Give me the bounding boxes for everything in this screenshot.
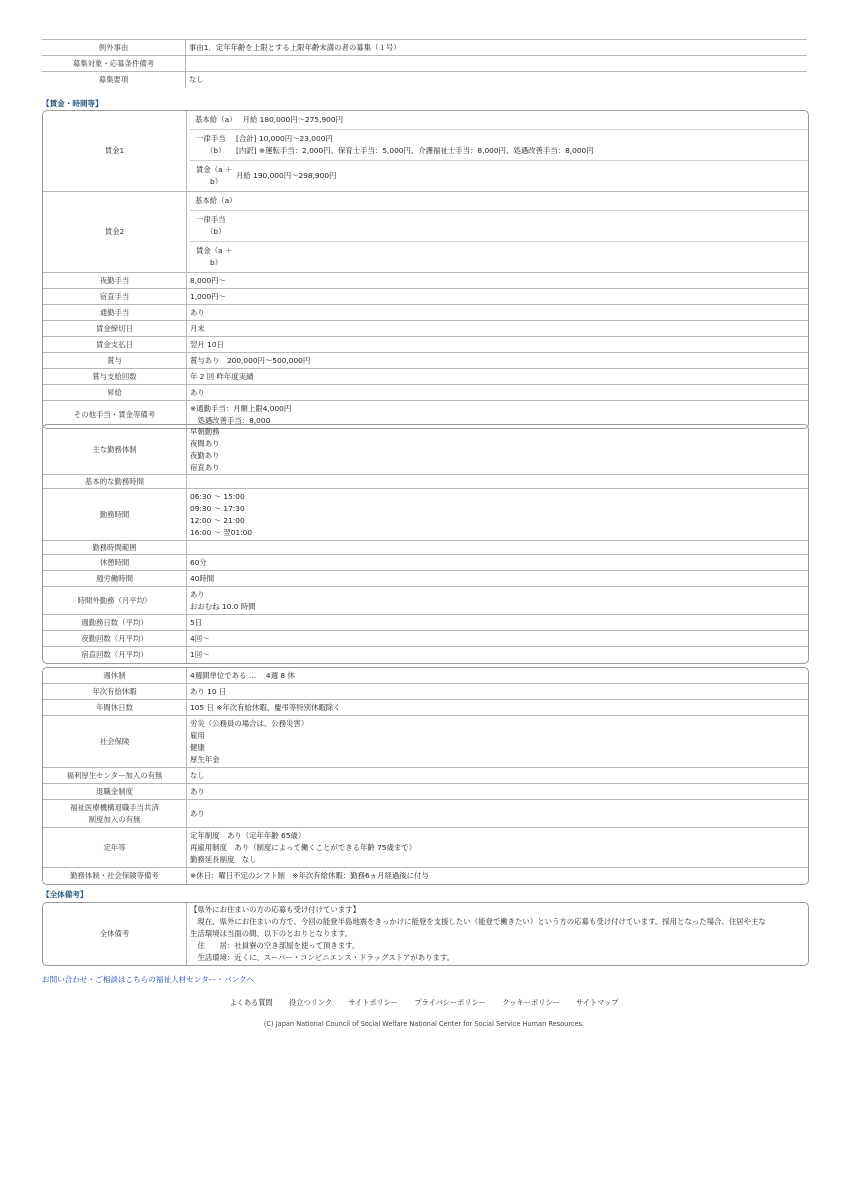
row-label: 賃金支払日 xyxy=(43,337,187,353)
remarks-value: ※休日：曜日不定のシフト制 ※年次有給休暇：勤務6ヵ月経過後に付与 xyxy=(190,871,429,880)
annual-leave-value: あり 10 日 xyxy=(187,684,808,700)
weekly-label: 週労働時間 xyxy=(43,571,187,587)
row-value: 年 2 回 昨年度実績 xyxy=(187,369,808,385)
overall-line: 住 居：社員寮の空き部屋を使って頂きます。 xyxy=(190,941,360,950)
wage2-total-label: 賃金（a ＋ xyxy=(196,246,233,255)
hours-line: 16:00 ～ 翌01:00 xyxy=(190,527,253,537)
break-label: 休憩時間 xyxy=(43,555,187,571)
age-line: 再雇用制度 あり（制度によって働くことができる年齢 75歳まで） xyxy=(190,842,417,852)
overall-remarks-table xyxy=(42,902,809,966)
wage2-total-row xyxy=(190,242,808,272)
wage2-base-label: 基本給（a） xyxy=(195,196,237,205)
wage1-total-row xyxy=(190,161,808,191)
shift-label: 主な勤務体制 xyxy=(43,425,187,475)
row-label: 賞与 xyxy=(43,353,187,369)
holiday-insurance-table xyxy=(42,667,809,885)
retire-age-label: 定年等 xyxy=(43,828,187,868)
insurance-line: 厚生年金 xyxy=(190,754,220,764)
other-allow-line: 処遇改善手当：8,000 xyxy=(190,415,271,425)
hours-line: 09:30 ～ 17:30 xyxy=(190,503,245,513)
wage1-allow-total: [合計] 10,000円～23,000円 xyxy=(236,134,333,143)
footer-link-privacy[interactable]: プライバシーポリシー xyxy=(414,998,486,1007)
row-label: 募集対象・応募条件備考 xyxy=(42,56,186,72)
range-label: 勤務時間範囲 xyxy=(43,541,187,555)
row-label: 賞与支給回数 xyxy=(43,369,187,385)
wage1-base-label: 基本給（a） xyxy=(195,115,233,124)
contact-link[interactable]: お問い合わせ・ご相談はこちらの福祉人材センター・バンクへ xyxy=(42,975,255,984)
work-hours-table xyxy=(42,424,809,664)
wage2-allow-label-b: （b） xyxy=(206,227,226,236)
hours-line: 06:30 ～ 15:00 xyxy=(190,491,245,501)
recruit-info-table xyxy=(42,39,807,88)
row-value xyxy=(186,56,807,72)
welfare-center-value: なし xyxy=(187,768,808,784)
section-title-wage: 【賃金・時間等】 xyxy=(42,99,103,108)
days-value: 5日 xyxy=(187,615,808,631)
wage1-base-row xyxy=(190,111,808,130)
row-value: あり xyxy=(187,305,808,321)
row-value: 8,000円～ xyxy=(187,273,808,289)
footer-link-site-policy[interactable]: サイトポリシー xyxy=(348,998,399,1007)
wage2-allow-row xyxy=(190,211,808,242)
mutual-aid-label-2: 制度加入の有無 xyxy=(88,814,141,824)
footer-link-useful[interactable]: 役立つリンク xyxy=(289,998,333,1007)
retire-label: 退職金制度 xyxy=(43,784,187,800)
copyright: (C) Japan National Council of Social Welfare National Center for Social Service Human Resources. xyxy=(263,1020,585,1028)
wage1-allow-row xyxy=(190,130,808,161)
footer-nav xyxy=(0,998,848,1008)
shift-line: 宿直あり xyxy=(190,462,220,472)
wage2-total-label-b: b） xyxy=(210,258,223,267)
night-value: 4回～ xyxy=(187,631,808,647)
wage2-allow-label: 一律手当 xyxy=(196,215,226,224)
wage-table xyxy=(42,110,809,429)
weekly-value: 40時間 xyxy=(187,571,808,587)
annual-leave-label: 年次有給休暇 xyxy=(43,684,187,700)
days-label: 週勤務日数（平均） xyxy=(43,615,187,631)
row-value: 1,000円～ xyxy=(187,289,808,305)
wage2-label: 賃金2 xyxy=(43,192,187,273)
section-title-overall: 【全体備考】 xyxy=(42,890,88,899)
shift-line: 夜間あり xyxy=(190,438,220,448)
row-value: 翌月 10日 xyxy=(187,337,808,353)
row-label: 賃金締切日 xyxy=(43,321,187,337)
wage1-total-value: 月給 190,000円～298,900円 xyxy=(236,171,337,180)
ot-line: あり xyxy=(190,589,205,599)
row-label: 例外事由 xyxy=(42,40,186,56)
row-value: 月末 xyxy=(187,321,808,337)
footer-link-faq[interactable]: よくある質問 xyxy=(229,998,273,1007)
shift-line: 早朝勤務 xyxy=(190,426,220,436)
row-value: 事由1．定年年齢を上限とする上限年齢未満の者の募集（１号） xyxy=(186,40,807,56)
row-value: なし xyxy=(189,75,204,84)
insurance-line: 健康 xyxy=(190,742,205,752)
yearly-holidays-label: 年間休日数 xyxy=(43,700,187,716)
night-label: 夜勤回数（月平均） xyxy=(43,631,187,647)
mutual-aid-label: 福祉医療機構退職手当共済 xyxy=(70,802,159,812)
row-value: 賞与あり 200,000円～500,000円 xyxy=(187,353,808,369)
wage1-allow-label-b: （b） xyxy=(206,146,226,155)
overall-line: 現在、県外にお住まいの方で、今回の能登半島地震をきっかけに能登を支援したい（能登で働きたい）という方の応募も受け付けています。採用となった場合、住居や主な xyxy=(190,917,766,926)
welfare-center-label: 福利厚生センター加入の有無 xyxy=(43,768,187,784)
basic-hours-label: 基本的な勤務時間 xyxy=(43,475,187,489)
break-value: 60分 xyxy=(187,555,808,571)
row-label: 昇給 xyxy=(43,385,187,401)
week-holiday-value: 4週間単位である … 4週 8 休 xyxy=(187,668,808,684)
row-label: 通勤手当 xyxy=(43,305,187,321)
wage1-total-label: 賃金（a ＋ xyxy=(196,165,233,174)
week-holiday-label: 週休制 xyxy=(43,668,187,684)
wage1-total-label-b: b） xyxy=(210,177,223,186)
duty-label: 宿直回数（月平均） xyxy=(43,647,187,663)
insurance-line: 労災（公務員の場合は、公務災害） xyxy=(190,718,309,728)
row-label: 募集要項 xyxy=(42,72,186,88)
other-allow-line: ※通勤手当：月額上限4,000円 xyxy=(190,403,292,413)
row-value: あり xyxy=(187,385,808,401)
overall-line: 生活環境は当面の間、以下のとおりとなります。 xyxy=(190,929,353,938)
shift-line: 夜勤あり xyxy=(190,450,220,460)
row-label: 宿直手当 xyxy=(43,289,187,305)
footer-link-cookie[interactable]: クッキーポリシー xyxy=(502,998,560,1007)
overall-line: 【県外にお住まいの方の応募も受け付けています】 xyxy=(190,905,360,914)
age-line: 勤務延長制度 なし xyxy=(190,854,257,864)
hours-label: 勤務時間 xyxy=(43,489,187,541)
wage1-allow-detail: [内訳] ※運転手当：2,000円、保育士手当：5,000円、介護福祉士手当：8,000円、処遇改善手当：8,000円 xyxy=(236,146,594,155)
wage2-base-row xyxy=(190,192,808,211)
row-label: 夜勤手当 xyxy=(43,273,187,289)
wage1-label: 賃金1 xyxy=(43,111,187,192)
mutual-aid-value: あり xyxy=(187,800,808,828)
overall-line: 生活環境：近くに、スーパー・コンビニエンス・ドラッグストアがあります。 xyxy=(190,953,455,962)
insurance-label: 社会保険 xyxy=(43,716,187,768)
overall-label: 全体備考 xyxy=(43,903,187,965)
other-allow-label: その他手当・賃金等備考 xyxy=(43,401,187,428)
duty-value: 1回～ xyxy=(190,650,210,659)
wage1-base-value: 月給 180,000円～275,900円 xyxy=(242,115,343,124)
wage1-allow-label: 一律手当 xyxy=(196,134,226,143)
ot-line: おおむね 10.0 時間 xyxy=(190,601,256,611)
age-line: 定年制度 あり（定年年齢 65歳） xyxy=(190,830,306,840)
yearly-holidays-value: 105 日 ※年次有給休暇、慶弔等特別休暇除く xyxy=(187,700,808,716)
retire-value: あり xyxy=(187,784,808,800)
hours-line: 12:00 ～ 21:00 xyxy=(190,515,245,525)
ot-label: 時間外勤務（月平均） xyxy=(43,587,187,615)
insurance-line: 雇用 xyxy=(190,730,205,740)
remarks-label: 勤務体制・社会保険等備考 xyxy=(43,868,187,884)
footer-link-sitemap[interactable]: サイトマップ xyxy=(576,998,619,1007)
